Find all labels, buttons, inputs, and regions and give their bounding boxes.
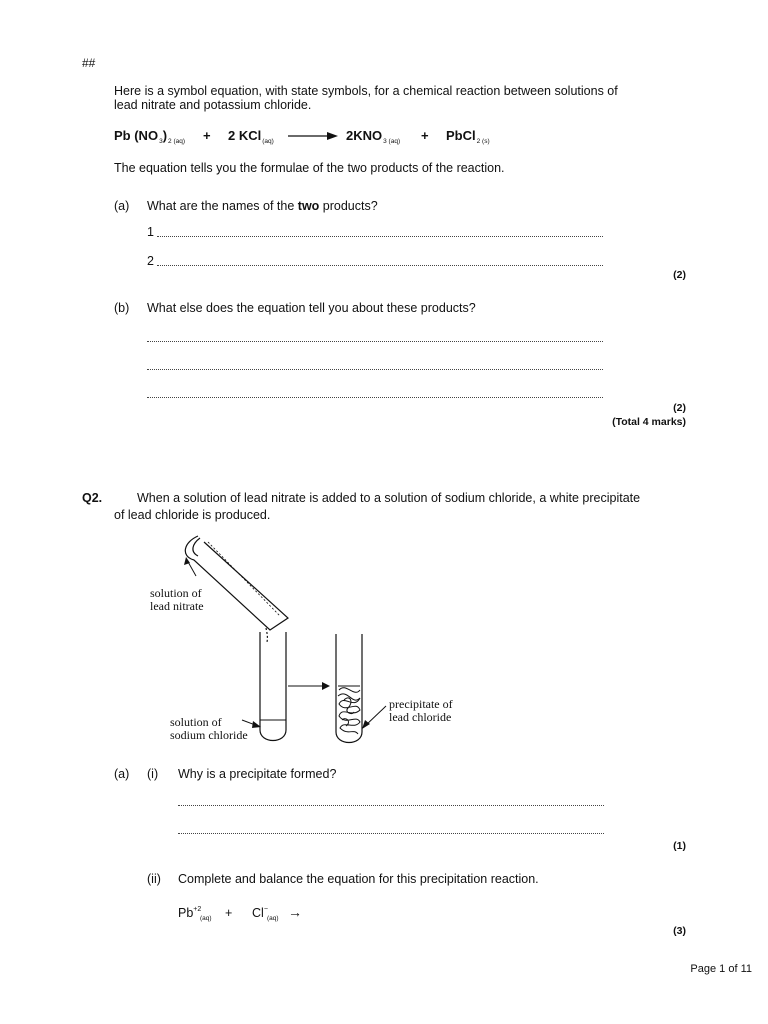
eq-close-paren: ): [162, 128, 168, 143]
q2a-label: (a): [114, 767, 130, 781]
answer-line-1[interactable]: [157, 236, 603, 237]
q2ai-label: (i): [147, 767, 159, 781]
label-precipitate: [389, 698, 453, 724]
q1-total-marks: (Total 4 marks): [612, 416, 686, 428]
q2-equation: [178, 906, 201, 920]
q1-formulae-text: The equation tells you the formulae of the two products of the reaction.: [114, 161, 505, 175]
answer-line-2[interactable]: [157, 265, 603, 266]
eq-kno: 2KNO: [346, 128, 383, 143]
precipitate-fill: [338, 686, 360, 734]
eq-plus-2: +: [421, 128, 429, 143]
answer-line-ai2[interactable]: [178, 833, 604, 834]
q2aii-marks: (3): [673, 925, 686, 937]
q1-intro: Here is a symbol equation, with state symbols, for a chemical reaction between solutions of lead nitrate and potassium chloride.: [114, 84, 618, 112]
label-sodium-chloride-line1: solution of: [170, 715, 222, 729]
q2-intro-line2: of lead chloride is produced.: [114, 508, 271, 522]
pouring-stream: [266, 628, 267, 642]
q1a-marks: (2): [673, 269, 686, 281]
q2-eq-plus: +: [225, 906, 233, 920]
q2-eq-pb-state: (aq): [200, 915, 212, 922]
answer-line-b2[interactable]: [147, 369, 603, 370]
eq-pbcl: PbCl: [446, 128, 476, 143]
answer-line-1-number: 1: [147, 225, 154, 239]
tilted-test-tube: [185, 536, 288, 630]
page-number: Page 1 of 11: [690, 963, 752, 975]
q2-eq-cl-group: [252, 906, 268, 920]
q1a-text-post: products?: [319, 199, 378, 213]
eq-arrow-icon: [287, 129, 339, 143]
q2-eq-arrow-icon: →: [288, 904, 302, 920]
eq-kcl: 2 KCl: [228, 128, 262, 143]
eq-kcl-state: (aq): [262, 138, 274, 145]
q1-equation: [114, 128, 185, 145]
q1a-text-pre: What are the names of the: [147, 199, 298, 213]
answer-line-2-number: 2: [147, 254, 154, 268]
eq-pbcl-sub: 2 (s): [476, 138, 490, 145]
q2-intro-line1: When a solution of lead nitrate is added to a solution of sodium chloride, a white precipitate: [137, 491, 641, 505]
label-sodium-chloride: [170, 716, 248, 742]
q2-eq-pb-charge: +2: [193, 906, 202, 913]
eq-kcl-group: [228, 128, 274, 145]
q2aii-question: Complete and balance the equation for this precipitation reaction.: [178, 872, 539, 886]
precipitate-tube: [336, 634, 362, 743]
answer-line-ai1[interactable]: [178, 805, 604, 806]
eq-kno-sub: 3 (aq): [383, 138, 401, 145]
label-lead-nitrate: [150, 587, 204, 613]
q2-eq-pb: Pb: [178, 906, 194, 920]
q2aii-label: (ii): [147, 872, 161, 886]
label-precipitate-line2: lead chloride: [389, 710, 452, 724]
eq-sub-2aq: 2 (aq): [168, 138, 186, 145]
answer-line-b1[interactable]: [147, 341, 603, 342]
q2ai-question: Why is a precipitate formed?: [178, 767, 337, 781]
label-lead-nitrate-line1: solution of: [150, 586, 202, 600]
answer-line-b3[interactable]: [147, 397, 603, 398]
eq-plus-1: +: [203, 128, 211, 143]
label-lead-nitrate-line2: lead nitrate: [150, 599, 204, 613]
q1a-question: [147, 199, 378, 213]
q1a-text-bold: two: [297, 199, 320, 213]
q1a-label: (a): [114, 199, 130, 213]
q2-eq-cl-charge: −: [263, 906, 268, 913]
q2-eq-cl: Cl: [252, 906, 264, 920]
q2-eq-cl-state: (aq): [267, 915, 279, 922]
q1b-marks: (2): [673, 402, 686, 414]
eq-sub-3: 3: [159, 138, 163, 145]
eq-pb-no: Pb (NO: [114, 128, 159, 143]
eq-pbcl-group: [446, 128, 490, 145]
q2ai-marks: (1): [673, 840, 686, 852]
label-sodium-chloride-line2: sodium chloride: [170, 728, 248, 742]
label-precipitate-line1: precipitate of: [389, 697, 453, 711]
q2-label: Q2.: [82, 491, 103, 505]
header-mark: ##: [82, 56, 96, 70]
q1b-label: (b): [114, 301, 130, 315]
q1b-question: What else does the equation tell you about these products?: [147, 301, 476, 315]
sodium-chloride-tube: [260, 632, 286, 741]
eq-kno-group: [346, 128, 400, 145]
